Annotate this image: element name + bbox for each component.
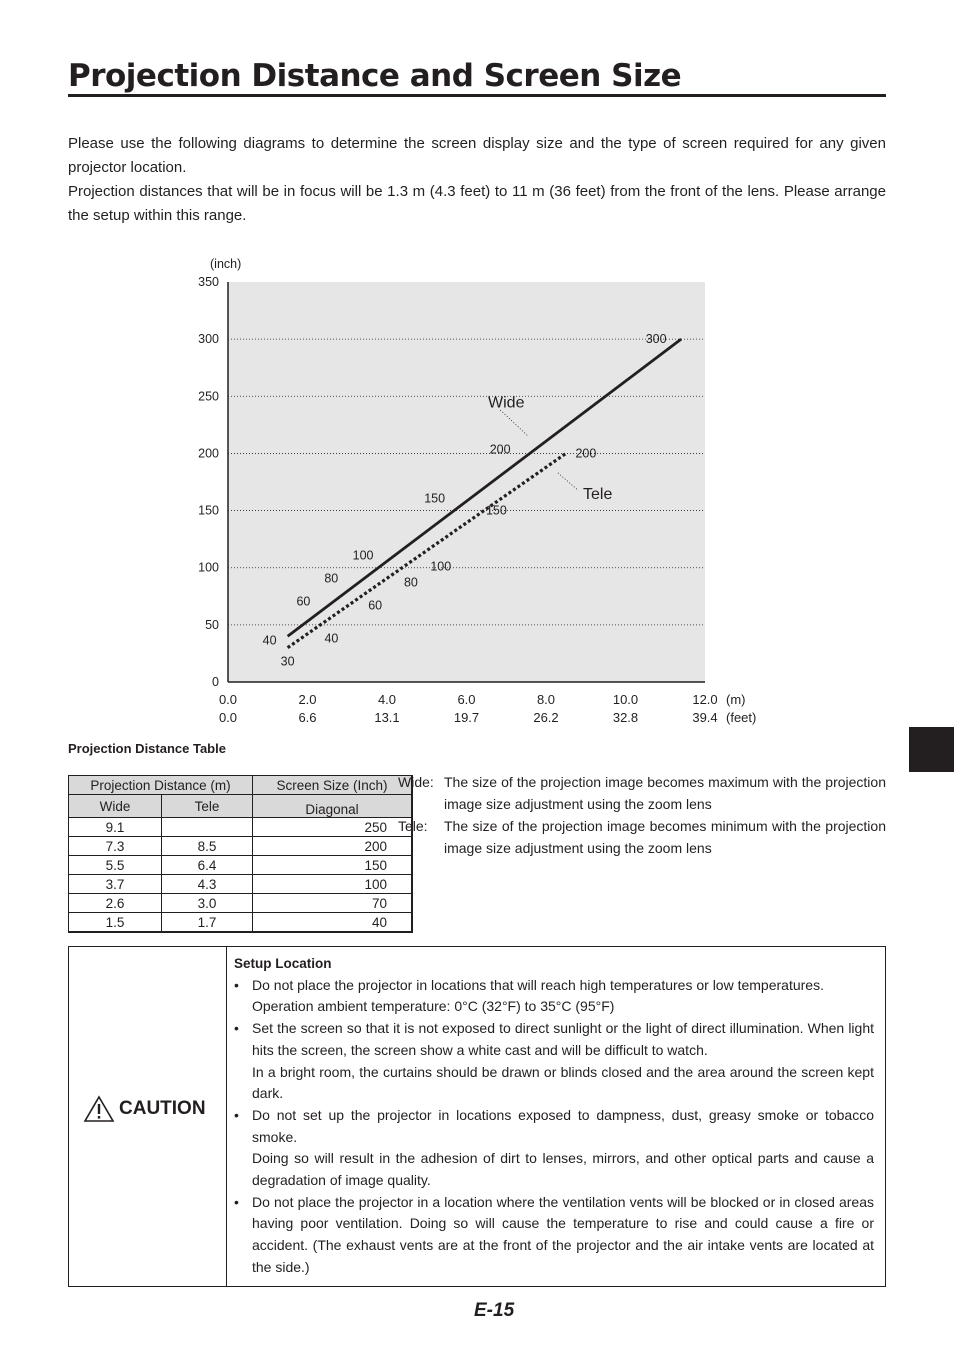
y-tick-label: 250 <box>198 389 219 404</box>
y-tick-label: 100 <box>198 560 219 575</box>
caution-item-text: Do not set up the projector in locations exposed to dampness, dust, greasy smoke or tobacco smoke. <box>252 1106 874 1145</box>
table-row <box>69 913 413 933</box>
definition-term: Wide: <box>398 774 434 790</box>
caution-item-text: Set the screen so that it is not exposed to direct sunlight or the light of direct illumination. When light hits the screen, the screen show a white cast and will be difficult to watch. <box>252 1020 874 1058</box>
data-label-tele: 150 <box>485 503 507 518</box>
cell-size: 250 <box>253 818 413 837</box>
x-tick-label-ft: 26.2 <box>533 710 559 725</box>
cell-wide: 1.5 <box>69 913 162 933</box>
cell-wide: 2.6 <box>69 894 162 913</box>
table-row <box>69 875 413 894</box>
x-tick-label-ft: 32.8 <box>612 710 639 725</box>
x-tick-label-m: 0.0 <box>218 692 238 707</box>
cell-wide: 7.3 <box>69 837 162 856</box>
x-tick-label-m: 12.0 <box>692 692 718 707</box>
projection-chart <box>180 250 780 735</box>
plot-area <box>228 282 705 682</box>
data-label-wide: 80 <box>324 571 339 586</box>
cell-tele: 4.3 <box>162 875 253 894</box>
data-label-tele: 200 <box>575 446 597 461</box>
page-number: E-15 <box>474 1300 515 1321</box>
caution-label <box>83 1095 206 1123</box>
definition-term: Tele: <box>398 818 428 834</box>
x-tick-label-ft: 19.7 <box>453 710 480 725</box>
caution-text: CAUTION <box>119 1098 206 1119</box>
x-tick-label-m: 2.0 <box>298 692 317 707</box>
data-label-wide: 40 <box>262 633 277 648</box>
cell-tele <box>162 818 253 837</box>
cell-tele: 6.4 <box>162 856 253 875</box>
caution-list <box>234 975 874 1279</box>
cell-size: 200 <box>253 837 413 856</box>
table-row <box>69 837 413 856</box>
series-label-wide: Wide <box>488 394 525 412</box>
data-label-wide: 60 <box>296 594 311 609</box>
header-tele: Tele <box>162 795 253 818</box>
intro-paragraph: Please use the following diagrams to determine the screen display size and the type of screen required for any given projector location. <box>68 135 886 176</box>
caution-heading: Setup Location <box>234 956 332 971</box>
y-tick-label: 50 <box>205 617 219 632</box>
data-label-tele: 100 <box>430 559 452 574</box>
x-tick-label-m: 6.0 <box>457 692 476 707</box>
section-tab <box>909 727 954 772</box>
intro-paragraph: Projection distances that will be in focus will be 1.3 m (4.3 feet) to 11 m (36 feet) from the front of the lens. Please arrange the setup within this range. <box>68 183 886 224</box>
bullet-icon: • <box>234 1020 239 1037</box>
header-projection-distance: Projection Distance (m) <box>69 776 253 795</box>
x-tick-label-ft: 39.4 <box>692 710 718 725</box>
data-label-wide: 150 <box>424 491 446 506</box>
table-row <box>69 856 413 875</box>
caution-item-text: Do not place the projector in locations that will reach high temperatures or low temperatures. <box>252 976 824 993</box>
definition-desc: The size of the projection image becomes maximum with the projection image size adjustment using the zoom lens <box>444 774 886 812</box>
caution-item <box>234 975 874 1018</box>
page-title: Projection Distance and Screen Size <box>68 58 886 97</box>
caution-box <box>68 946 886 1287</box>
data-label-wide: 200 <box>489 442 511 457</box>
data-label-wide: 300 <box>645 332 667 347</box>
caution-content <box>234 953 874 1279</box>
bullet-icon: • <box>234 1193 239 1210</box>
zoom-definitions <box>398 771 886 859</box>
caution-item <box>234 1018 874 1105</box>
data-label-wide: 100 <box>352 548 374 563</box>
header-diagonal: Diagonal <box>253 795 413 818</box>
cell-size: 40 <box>253 913 413 933</box>
cell-wide: 5.5 <box>69 856 162 875</box>
caution-item-text: Doing so will result in the adhesion of dirt to lenses, mirrors, and other optical parts and cause a degradation of image quality. <box>252 1150 874 1189</box>
caution-item-text: Operation ambient temperature: 0°C (32°F) to 35°C (95°F) <box>252 998 615 1015</box>
y-tick-label: 150 <box>198 503 219 518</box>
table-row <box>69 894 413 913</box>
data-label-tele: 40 <box>324 631 339 646</box>
table-row <box>69 818 413 837</box>
caution-item <box>234 1105 874 1192</box>
x-axis-unit-m: (m) <box>726 692 746 707</box>
x-tick-label-ft: 6.6 <box>298 710 317 725</box>
y-tick-label: 0 <box>212 675 219 689</box>
cell-wide: 3.7 <box>69 875 162 894</box>
table-heading: Projection Distance Table <box>68 741 226 756</box>
caution-item-text: In a bright room, the curtains should be drawn or blinds closed and the area around the screen kept dark. <box>252 1063 874 1102</box>
data-label-tele: 60 <box>368 598 383 613</box>
cell-size: 70 <box>253 894 413 913</box>
x-tick-label-ft: 0.0 <box>218 710 238 725</box>
x-tick-label-m: 8.0 <box>536 692 556 707</box>
definition-wide <box>398 771 886 815</box>
definition-tele <box>398 815 886 859</box>
cell-tele: 3.0 <box>162 894 253 913</box>
x-tick-label-ft: 13.1 <box>374 710 400 725</box>
intro-text <box>68 132 886 228</box>
projection-distance-table <box>68 775 413 933</box>
cell-size: 150 <box>253 856 413 875</box>
caution-item-text: Do not place the projector in a location where the ventilation vents will be blocked or in closed areas having poor ventilation. Doing so will cause the temperature to rise and could cause a fire or accident. (The exhaust vents are at the front of the projector and the air intake vents are located at the side.) <box>252 1193 874 1275</box>
header-wide: Wide <box>69 795 162 818</box>
x-axis-unit-ft: (feet) <box>726 710 757 725</box>
cell-tele: 8.5 <box>162 837 253 856</box>
x-tick-label-m: 4.0 <box>377 692 397 707</box>
series-label-tele: Tele <box>582 486 613 504</box>
definition-desc: The size of the projection image becomes minimum with the projection image size adjustment using the zoom lens <box>444 818 886 856</box>
header-screen-size: Screen Size (Inch) <box>253 776 413 795</box>
caution-label-cell <box>69 947 227 1286</box>
cell-size: 100 <box>253 875 413 894</box>
warning-triangle-icon <box>83 1095 115 1123</box>
y-tick-label: 300 <box>198 332 219 347</box>
cell-wide: 9.1 <box>69 818 162 837</box>
x-tick-label-m: 10.0 <box>612 692 639 707</box>
caution-item <box>234 1192 874 1279</box>
bullet-icon: • <box>234 1106 239 1123</box>
bullet-icon: • <box>234 976 239 993</box>
y-axis-unit: (inch) <box>210 257 242 271</box>
y-tick-label: 350 <box>198 275 219 289</box>
data-label-tele: 80 <box>403 575 418 590</box>
cell-tele: 1.7 <box>162 913 253 933</box>
data-label-tele: 30 <box>280 654 295 669</box>
y-tick-label: 200 <box>198 446 219 461</box>
